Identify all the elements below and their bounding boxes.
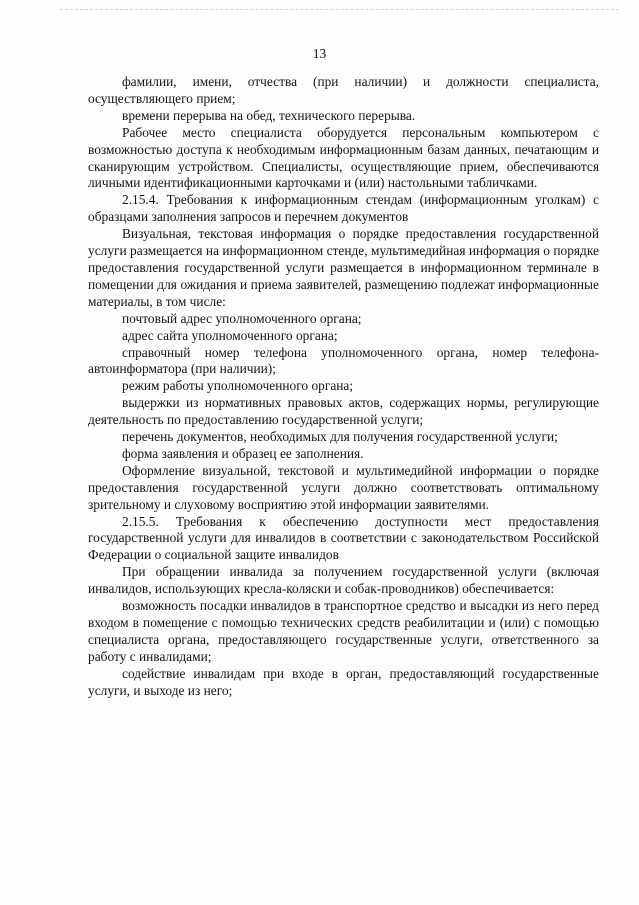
paragraph-1: фамилии, имени, отчества (при наличии) и должности специалиста, осуществляющего прием; — [88, 74, 599, 106]
section-heading-2-15-4: 2.15.4. Требования к информационным стендам (информационным уголкам) с образцами заполнения запросов и перечнем документов — [88, 192, 599, 225]
list-item-application-form: форма заявления и образец ее заполнения. — [122, 445, 364, 461]
list-item-legal-extracts: выдержки из нормативных правовых актов, содержащих нормы, регулирующие деятельность по предоставлению государственной услуги; — [88, 395, 599, 428]
list-item-phone-number: справочный номер телефона уполномоченного органа, номер телефона-автоинформатора (при наличии); — [88, 344, 599, 377]
paragraph-2: времени перерыва на обед, технического перерыва. — [122, 107, 416, 123]
scan-top-edge — [60, 9, 619, 10]
list-item-documents-list: перечень документов, необходимых для получения государственной услуги; — [122, 429, 558, 445]
page-number: 13 — [312, 46, 327, 61]
list-item-boarding-assistance: возможность посадки инвалидов в транспортное средство и высадки из него перед входом в помещение с помощью технических средств реабилитации и (или) с помощью специалиста органа, предоставляющего государственные услуги, ответственного за работу с инвалидами; — [88, 598, 599, 664]
paragraph-15: При обращении инвалида за получением государственной услуги (включая инвалидов, использующих кресла-коляски и собак-проводников) обеспечивается: — [88, 564, 599, 597]
section-heading-2-15-5: 2.15.5. Требования к обеспечению доступности мест предоставления государственной услуги для инвалидов в соответствии с законодательством Российской Федерации о социальной защите инвалидов — [88, 513, 599, 563]
paragraph-3: Рабочее место специалиста оборудуется персональным компьютером с возможностью доступа к необходимым информационным базам данных, печатающим и сканирующим устройством. Специалисты, осуществляющие прием, обеспечиваются личными идентификационными карточками и (или) настольными табличками. — [88, 124, 599, 191]
list-item-website-address: адрес сайта уполномоченного органа; — [122, 327, 338, 343]
document-body — [88, 74, 599, 700]
paragraph-13: Оформление визуальной, текстовой и мультимедийной информации о порядке предоставления государственной услуги должно соответствовать оптимальному зрительному и слуховому восприятию этой информации заявителями. — [88, 462, 599, 512]
list-item-working-hours: режим работы уполномоченного органа; — [122, 378, 354, 394]
paragraph-5: Визуальная, текстовая информация о порядке предоставления государственной услуги размещается на информационном стенде, мультимедийная информация о порядке предоставления государственной услуги размещается в информационном терминале в помещении для ожидания и приема заявителей, размещению подлежат информационные материалы, в том числе: — [88, 226, 599, 309]
list-item-postal-address: почтовый адрес уполномоченного органа; — [122, 310, 362, 326]
list-item-entry-assistance: содействие инвалидам при входе в орган, предоставляющий государственные услуги, и выходе из него; — [88, 665, 599, 698]
